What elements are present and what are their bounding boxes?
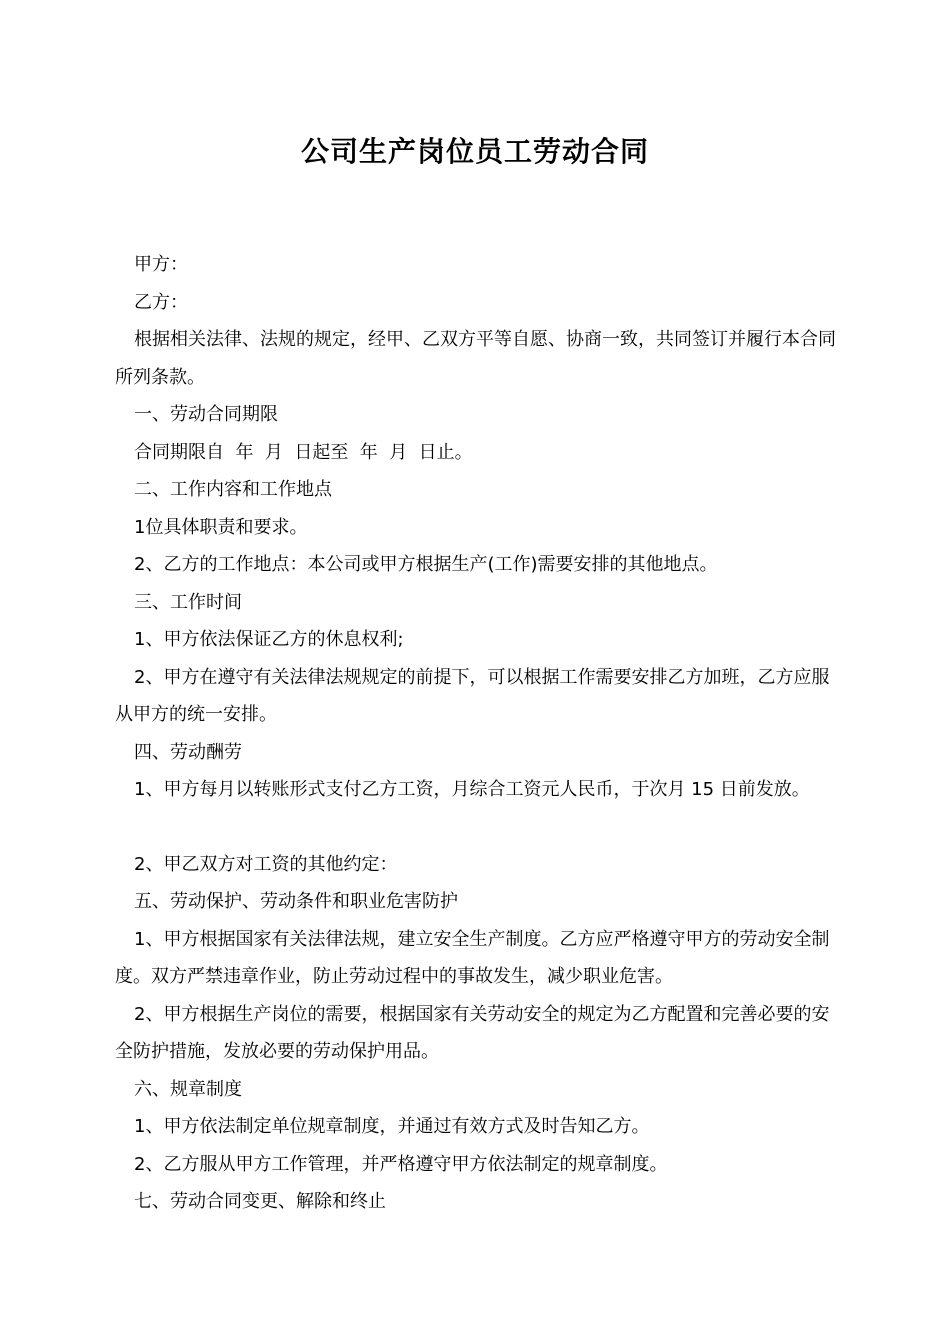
clause-3-2: 2、甲方在遵守有关法律法规规定的前提下，可以根据工作需要安排乙方加班，乙方应服从甲方的统一安排。: [115, 666, 830, 725]
document-title: 公司生产岗位员工劳动合同: [300, 135, 649, 168]
clause-4-2: 2、甲乙双方对工资的其他约定：: [134, 853, 398, 875]
clause-4-1: 1、甲方每月以转账形式支付乙方工资，月综合工资元人民币，于次月 15 日前发放。: [134, 779, 810, 800]
blank-line: [115, 809, 845, 846]
section-heading-2: 二、工作内容和工作地点: [134, 479, 332, 500]
contract-term-line: 合同期限自 年 月 日起至 年 月 日止。: [134, 441, 473, 463]
clause-6-2: 2、乙方服从甲方工作管理，并严格遵守甲方依法制定的规章制度。: [134, 1153, 668, 1175]
section-heading-3: 三、工作时间: [134, 591, 242, 613]
clause-5-1: 1、甲方根据国家有关法律法规，建立安全生产制度。乙方应严格遵守甲方的劳动安全制度。双方严禁违章作业，防止劳动过程中的事故发生，减少职业危害。: [115, 928, 830, 987]
party-b-line: 乙方：: [134, 291, 188, 313]
clause-2-1: 1位具体职责和要求。: [134, 516, 308, 538]
section-heading-6: 六、规章制度: [134, 1078, 242, 1100]
clause-3-1: 1、甲方依法保证乙方的休息权利;: [134, 629, 404, 650]
section-heading-4: 四、劳动酬劳: [134, 741, 242, 763]
preamble-paragraph: 根据相关法律、法规的规定，经甲、乙双方平等自愿、协商一致，共同签订并履行本合同所列条款。: [115, 329, 836, 388]
document-body: [115, 246, 845, 1221]
clause-6-1: 1、甲方依法制定单位规章制度，并通过有效方式及时告知乙方。: [134, 1116, 650, 1137]
section-heading-5: 五、劳动保护、劳动条件和职业危害防护: [134, 891, 458, 912]
clause-5-2: 2、甲方根据生产岗位的需要，根据国家有关劳动安全的规定为乙方配置和完善必要的安全防护措施，发放必要的劳动保护用品。: [115, 1003, 830, 1062]
party-a-line: 甲方：: [134, 254, 188, 275]
section-heading-7: 七、劳动合同变更、解除和终止: [134, 1191, 386, 1212]
section-heading-1: 一、劳动合同期限: [134, 404, 278, 425]
clause-2-2: 2、乙方的工作地点：本公司或甲方根据生产(工作)需要安排的其他地点。: [134, 554, 718, 575]
